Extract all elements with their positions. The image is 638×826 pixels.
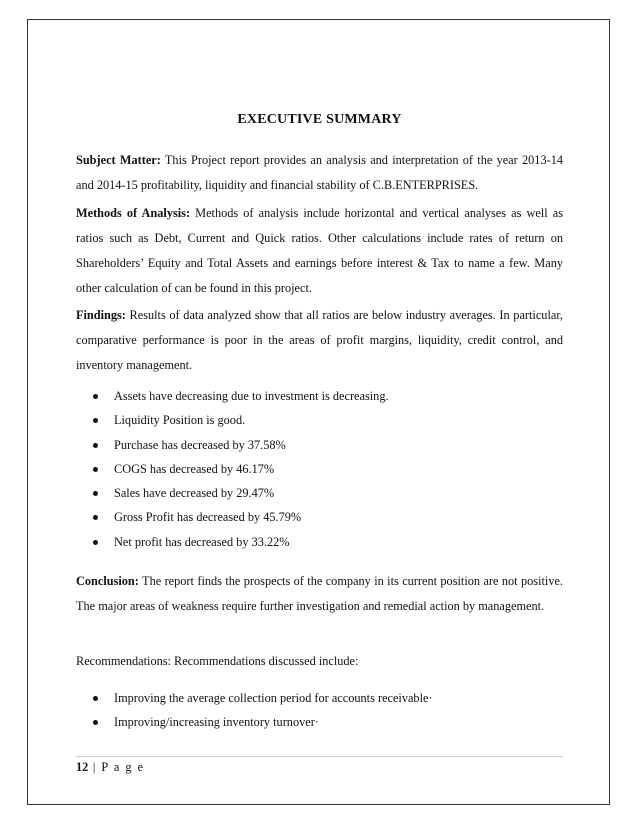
page-number: 12 xyxy=(76,760,89,774)
findings-label: Findings: xyxy=(76,308,126,322)
list-item: Purchase has decreased by 37.58% xyxy=(76,433,563,457)
methods-paragraph xyxy=(76,201,563,301)
list-item: Gross Profit has decreased by 45.79% xyxy=(76,505,563,529)
footer-separator: | xyxy=(88,760,102,774)
list-item: Improving the average collection period for accounts receivable· xyxy=(76,686,563,710)
footer-divider xyxy=(76,756,563,757)
recommendations-list xyxy=(76,686,563,735)
subject-text: This Project report provides an analysis and interpretation of the year 2013-14 and 2014-15 profitability, liquidity and financial stability of C.B.ENTERPRISES. xyxy=(76,153,563,192)
subject-label: Subject Matter: xyxy=(76,153,161,167)
methods-label: Methods of Analysis: xyxy=(76,206,191,220)
methods-text: Methods of analysis include horizontal and vertical analyses as well as ratios such as Debt, Current and Quick ratios. Other calculations include rates of return on Shareholders’ Equity and Total Assets and earnings before interest & Tax to name a few. Many other calculation of can be found in this project. xyxy=(76,206,563,295)
list-item: Net profit has decreased by 33.22% xyxy=(76,530,563,554)
conclusion-text: The report finds the prospects of the company in its current position are not positive. The major areas of weakness require further investigation and remedial action by management. xyxy=(76,574,563,613)
list-item: COGS has decreased by 46.17% xyxy=(76,457,563,481)
list-item: Improving/increasing inventory turnover· xyxy=(76,710,563,734)
page-footer xyxy=(76,760,145,775)
findings-paragraph xyxy=(76,303,563,378)
conclusion-label: Conclusion: xyxy=(76,574,139,588)
findings-list xyxy=(76,384,563,554)
page-label: P a g e xyxy=(101,760,145,774)
subject-paragraph xyxy=(76,148,563,198)
page-title: EXECUTIVE SUMMARY xyxy=(237,112,402,127)
conclusion-paragraph xyxy=(76,569,563,619)
list-item: Liquidity Position is good. xyxy=(76,408,563,432)
list-item: Assets have decreasing due to investment is decreasing. xyxy=(76,384,563,408)
recommendations-paragraph: Recommendations: Recommendations discussed include: xyxy=(76,654,359,668)
findings-text: Results of data analyzed show that all ratios are below industry averages. In particular, comparative performance is poor in the areas of profit margins, liquidity, credit control, and inventory management. xyxy=(76,308,563,372)
list-item: Sales have decreased by 29.47% xyxy=(76,481,563,505)
